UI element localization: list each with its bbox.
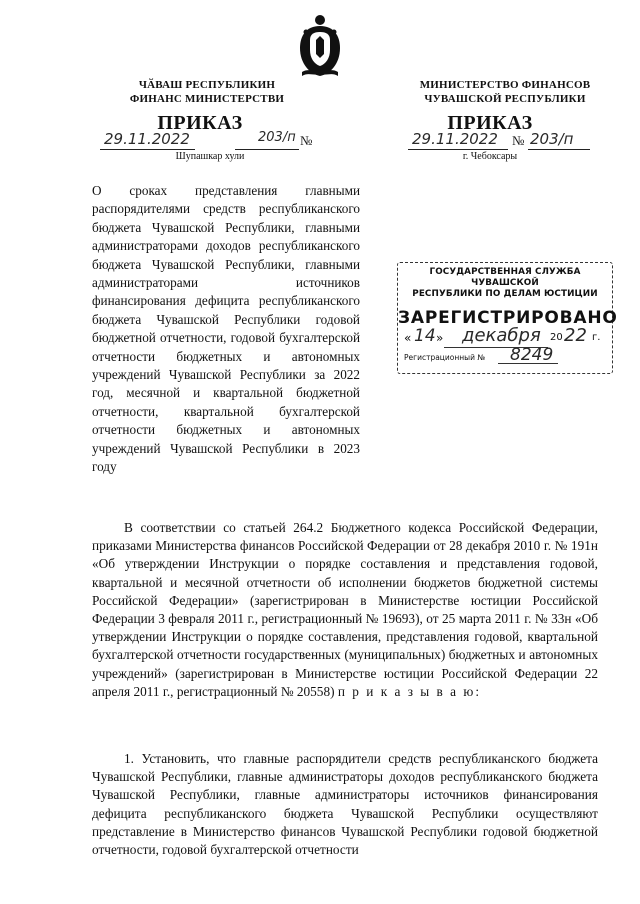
date-underline-left: [100, 149, 195, 150]
order-number-left: 203/п: [258, 130, 296, 145]
order-directive: п р и к а з ы в а ю:: [337, 683, 482, 699]
ministry-name-chuvash-line1: ЧӐВАШ РЕСПУБЛИКИН: [138, 79, 276, 91]
order-subject: О сроках представления главными распорядителями средств республиканского бюджета Чувашской Республики, главными администраторами доходов республиканского бюджета Чувашской Республики, главными администраторами источников финансирования дефицита республиканского бюджета Чувашской Республики годовой бюджетной отчетности, годовой бухгалтерской отчетности бюджетных и автономных учреждений Чувашской Республики за 2022 год, месячной и квартальной бюджетной отчетности, квартальной бухгалтерской отчетности бюджетных и автономных учреждений Чувашской Республики в 2023 году: [92, 183, 360, 475]
registration-stamp: [397, 262, 618, 374]
city-russian: г. Чебоксары: [462, 151, 518, 162]
number-underline-left: [235, 149, 299, 150]
stamp-year-prefix: 20: [550, 332, 563, 343]
order-title-left: ПРИКАЗ: [157, 112, 243, 134]
stamp-year-suffix: 22: [564, 325, 587, 346]
preamble-text: В соответствии со статьей 264.2 Бюджетного кодекса Российской Федерации, приказами Министерства финансов Российской Федерации от 28 декабря 2010 г. № 191н «Об утверждении Инструкции о порядке составления и представления годовой, квартальной и месячной отчетности об исполнении бюджетов бюджетной системы Российской Федерации» (зарегистрирован в Министерстве юстиции Российской Федерации 3 февраля 2011 г., регистрационный № 19693), от 25 марта 2011 г. № 33н «Об утверждении Инструкции о порядке составления, представления годовой, квартальной бухгалтерской отчетности государственных (муниципальных) бюджетных и автономных учреждений» (зарегистрирован в Министерстве юстиции Российской Федерации 22 апреля 2011 г., регистрационный № 20558): [92, 520, 598, 699]
order-date-right: 29.11.2022: [412, 130, 498, 148]
order-number-right: 203/п: [530, 130, 574, 148]
stamp-agency-line1: ГОСУДАРСТВЕННАЯ СЛУЖБА ЧУВАШСКОЙ: [429, 267, 581, 288]
stamp-agency-line2: РЕСПУБЛИКИ ПО ДЕЛАМ ЮСТИЦИИ: [412, 289, 598, 299]
city-chuvash: Шупашкар хули: [175, 151, 245, 162]
ministry-name-russian-line2: ЧУВАШСКОЙ РЕСПУБЛИКИ: [424, 93, 586, 105]
stamp-reg-number: 8249: [510, 345, 554, 365]
chuvash-emblem-icon: [296, 10, 344, 82]
stamp-reg-label: Регистрационный №: [404, 353, 486, 362]
preamble-paragraph: [92, 519, 598, 701]
clause-1-paragraph: 1. Установить, что главные распорядители средств республиканского бюджета Чувашской Республики, главные администраторы доходов республиканского бюджета Чувашской Республики, главные администраторы источников финансирования дефицита республиканского бюджета Чувашской Республики осуществляют представление в Министерство финансов Чувашской Республики годовой бюджетной отчетности, годовой бухгалтерской отчетности: [92, 751, 598, 858]
date-underline-right: [408, 149, 508, 150]
order-title-right: ПРИКАЗ: [447, 112, 533, 134]
ministry-name-russian-line1: МИНИСТЕРСТВО ФИНАНСОВ: [419, 79, 591, 91]
stamp-year-unit: г.: [592, 332, 601, 343]
stamp-month: декабря: [462, 325, 541, 346]
ministry-name-chuvash: [112, 78, 302, 106]
order-date-left: 29.11.2022: [104, 130, 190, 148]
stamp-registered: ЗАРЕГИСТРИРОВАНО: [398, 308, 618, 328]
number-sign-right: №: [512, 133, 525, 148]
ministry-name-chuvash-line2: ФИНАНС МИНИСТЕРСТВИ: [129, 93, 285, 105]
number-sign-left: №: [300, 133, 313, 148]
ministry-name-russian: [400, 78, 610, 106]
stamp-date-row: « 14 » декабря 20 22 г.: [404, 325, 601, 346]
number-underline-right: [528, 149, 590, 150]
stamp-day: 14: [414, 326, 436, 346]
